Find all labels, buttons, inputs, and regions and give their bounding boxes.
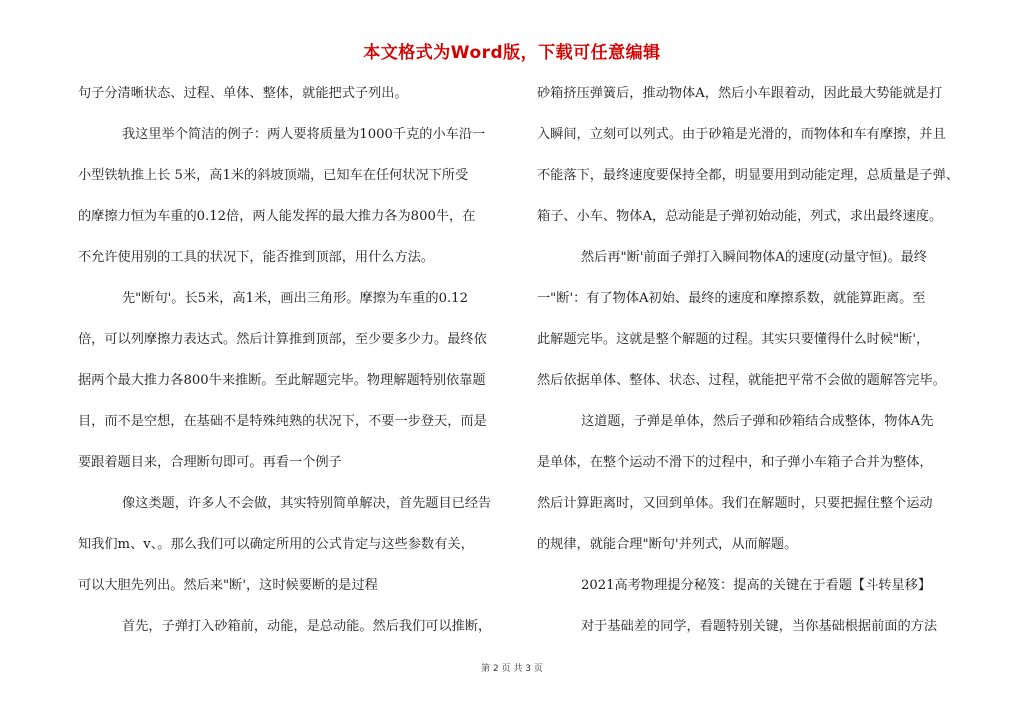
text-line: 一"断'：有了物体A初始、最终的速度和摩擦系数，就能算距离。至 <box>537 291 926 306</box>
text-line: 句子分清晰状态、过程、单体、整体，就能把式子列出。 <box>78 86 408 101</box>
text-line: 像这类题，许多人不会做，其实特别简单解决，首先题目已经告 <box>122 496 492 511</box>
text-line: 对于基础差的同学，看题特别关键，当你基础根据前面的方法 <box>581 619 938 634</box>
page-header-title: 本文格式为Word版，下载可任意编辑 <box>363 43 661 63</box>
left-text-column <box>78 80 510 654</box>
page-number-footer: 第 2 页 共 3 页 <box>481 664 543 674</box>
text-line: 不允许使用别的工具的状况下，能否推到顶部，用什么方法。 <box>78 250 435 265</box>
text-line: 倍，可以列摩擦力表达式。然后计算推到顶部，至少要多少力。最终依 <box>78 332 487 347</box>
text-line: 据两个最大推力各800牛来推断。至此解题完毕。物理解题特别依靠题 <box>78 373 486 388</box>
text-line: 的规律，就能合理"断句'并列式，从而解题。 <box>537 537 798 552</box>
text-line: 的摩擦力恒为车重的0.12倍，两人能发挥的最大推力各为800牛，在 <box>78 209 476 224</box>
text-line: 我这里举个简洁的例子：两人要将质量为1000千克的小车沿一 <box>122 127 486 142</box>
right-text-column <box>537 80 969 654</box>
text-line: 要跟着题目来，合理断句即可。再看一个例子 <box>78 455 342 470</box>
text-line: 小型铁轨推上长 5米，高1米的斜坡顶端，已知车在任何状况下所受 <box>78 168 469 183</box>
text-line: 是单体，在整个运动不滑下的过程中，和子弹小车箱子合并为整体， <box>537 455 933 470</box>
text-line: 可以大胆先列出。然后来"断'，这时候要断的是过程 <box>78 578 378 593</box>
text-line: 然后再"断'前面子弹打入瞬间物体A的速度(动量守恒)。最终 <box>581 250 928 265</box>
text-line: 知我们m、v、。那么我们可以确定所用的公式肯定与这些参数有关， <box>78 537 474 552</box>
text-line: 这道题，子弹是单体，然后子弹和砂箱结合成整体，物体A先 <box>581 414 934 429</box>
text-line: 箱子、小车、物体A，总动能是子弹初始动能，列式，求出最终速度。 <box>537 209 943 224</box>
text-line: 首先，子弹打入砂箱前，动能，是总动能。然后我们可以推断， <box>122 619 492 634</box>
text-line: 先"断句'。长5米，高1米，画出三角形。摩擦为车重的0.12 <box>122 291 468 306</box>
text-line: 入瞬间，立刻可以列式。由于砂箱是光滑的，而物体和车有摩擦，并且 <box>537 127 946 142</box>
text-line: 砂箱挤压弹簧后，推动物体A，然后小车跟着动，因此最大势能就是打 <box>537 86 943 101</box>
text-line: 目，而不是空想，在基础不是特殊纯熟的状况下，不要一步登天，而是 <box>78 414 487 429</box>
text-line: 2021高考物理提分秘笈：提高的关键在于看题【斗转星移】 <box>581 578 932 593</box>
text-line: 然后依据单体、整体、状态、过程，就能把平常不会做的题解答完毕。 <box>537 373 946 388</box>
text-line: 此解题完毕。这就是整个解题的过程。其实只要懂得什么时候"断'， <box>537 332 930 347</box>
text-line: 不能落下，最终速度要保持全都，明显要用到动能定理，总质量是子弹、 <box>537 168 959 183</box>
text-line: 然后计算距离时，又回到单体。我们在解题时，只要把握住整个运动 <box>537 496 933 511</box>
